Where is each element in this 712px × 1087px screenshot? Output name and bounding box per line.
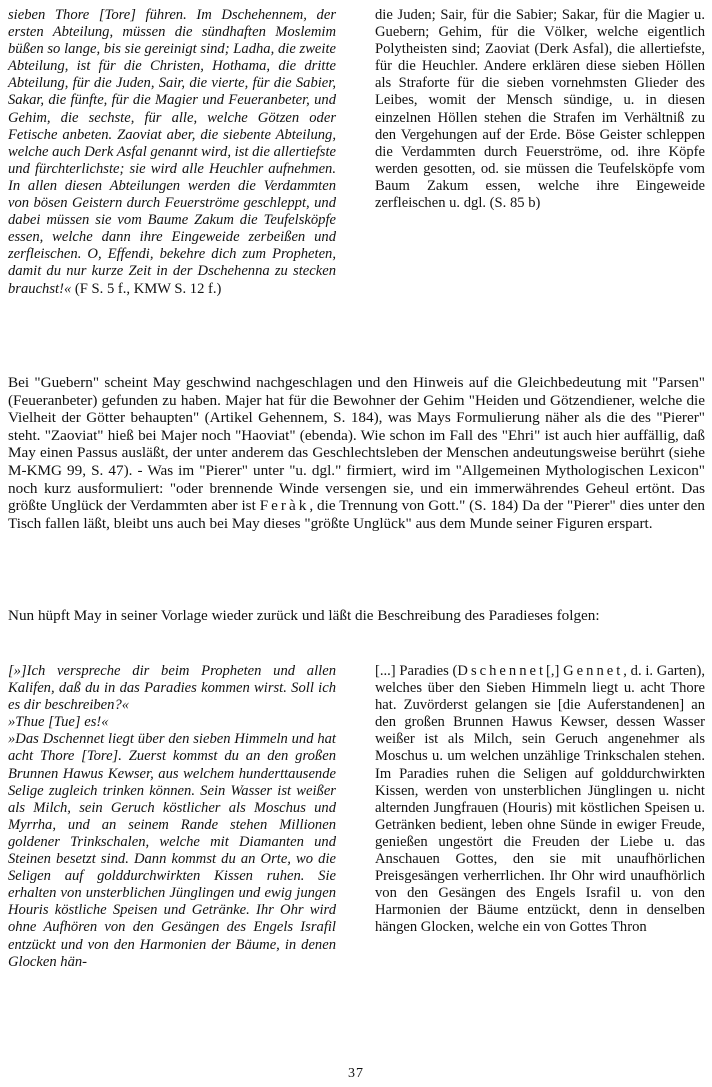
commentary-paragraph — [8, 374, 705, 532]
quote-citation: (F S. 5 f., KMW S. 12 f.) — [74, 280, 222, 297]
quote-line: »Thue [Tue] es!« — [8, 714, 109, 731]
spaced-term: Feràk — [259, 497, 310, 515]
source-excerpt-paradise — [375, 663, 705, 937]
transition-paragraph — [8, 607, 705, 625]
source-text: , d. i. Garten), welches über den Sieben Himmeln liegt u. acht Thore hat. Zuvörderst gelangen sie [die Auferstandenen] an den großen Brunnen Hawus Kewser, dessen Wasser weißer ist als Milch, sein Geruch angenehmer als Moschus u. um welchen unzählige Trinkschalen stehen. Im Paradies ruhen die Seligen auf golddurchwirkten Kissen, werden von unsterblichen Jünglingen u. nicht alternden Jungfrauen (Houris) mit köstlichen Speisen u. Getränken bedient, leben ohne Sünde in ewiger Freude, genießen ungestört die Freuden der Liebe u. das Anschauen Gottes, den sie mit unaufhörlichen Preisgesängen verherrlichen. Ihr Ohr wird unaufhörlich von den Gesängen des Engels Israfil u. von den Harmonien der Bäume entzückt, denn in denselben hängen Glocken, welche ein von Gottes Thron — [375, 663, 705, 936]
source-excerpt-hell — [375, 7, 705, 212]
spaced-term: Gennet — [563, 663, 624, 679]
quote-text: sieben Thore [Tore] führen. Im Dschehennem, der ersten Abteilung, müssen die sündhaften Moslemim büßen so lange, bis sie gereinigt sind; Ladha, die zweite Abteilung, ist für die Christen, Hothama, die dritte Abteilung, für die Juden, Sair, die vierte, für die Sabier, Sakar, die fünfte, für die Magier und Feueranbeter, und Gehim, die sechste, für alle, welche Götzen oder Fetische anbeten. Zaoviat aber, die siebente Abteilung, welche auch Derk Asfal genannt wird, ist die allertiefste und fürchterlichste; sie wird alle Heuchler aufnehmen. In allen diesen Abteilungen werden die Verdammten von bösen Geistern durch Feuerströme geschleppt, und dabei müssen sie vom Baume Zakum die Teufelsköpfe essen, welche dann ihre Eingeweide zerbeißen und zerfleischen. O, Effendi, bekehre dich zum Propheten, damit du nur kurze Zeit in der Dschehenna zu stecken brauchst!« — [8, 7, 336, 297]
source-lead: [...] Paradies ( — [375, 663, 458, 679]
page-number: 37 — [348, 1066, 364, 1081]
source-text: die Juden; Sair, für die Sabier; Sakar, für die Magier u. Guebern; Gehim, für die Völker, welche eigentlich Polytheisten sind; Zaoviat (Derk Asfal), die allertiefste, für die Heuchler. Andere erklären diese sieben Höllen als Straforte für die sieben vornehmsten Glieder des Leibes, womit der Mensch sündige, u. in diesen einzelnen Höllen stehen die Strafen im Verhältniß zu den Vergehungen auf der Erde. Böse Geister schleppen die Verdammten durch Feuerströme, od. ihre Köpfe werden gesotten, od. sie müssen die Teufelsköpfe vom Baum Zakum essen, welche ihre Eingeweide zerfleischen u. dgl. (S. 85 b) — [375, 7, 705, 212]
quote-line: »Das Dschennet liegt über den sieben Himmeln und hat acht Thore [Tore]. Zuerst kommst du an den großen Brunnen Hawus Kewser, aus welchem hunderttausende Selige zugleich trinken können. Sein Wasser ist weißer als Milch, sein Geruch köstlicher als Moschus und Myrrha, und an seinem Rande stehen Millionen goldener Trinkschalen, welche mit Diamanten und Steinen besetzt sind. Dann kommst du an Orte, wo die Seligen auf golddurchwirkten Kissen ruhen. Sie erhalten von unsterblichen Jünglingen und ewig jungen Houris köstliche Speisen und Getränke. Ihr Ohr wird ohne Aufhören von den Gesängen des Engels Israfil entzückt und von den Harmonien der Bäume, in denen Glocken hän- — [8, 731, 336, 970]
novel-quote-hell — [8, 7, 336, 298]
spaced-term: Dschennet — [457, 663, 547, 679]
commentary-text-end: , die Trennung von Gott." (S. 184) Da der "Pierer" dies unter den Tisch fallen läßt, bleibt uns auch bei May dieses "größte Unglück" aus dem Munde seiner Figuren erspart. — [8, 497, 705, 532]
transition-text: Nun hüpft May in seiner Vorlage wieder zurück und läßt die Beschreibung des Paradieses folgen: — [8, 607, 600, 624]
quote-line: [»]Ich verspreche dir beim Propheten und allen Kalifen, daß du in das Paradies kommen wirst. Soll ich es dir beschreiben?« — [8, 663, 336, 714]
commentary-text: Bei "Guebern" scheint May geschwind nachgeschlagen und den Hinweis auf die Gleichbedeutung mit "Parsen" (Feueranbeter) gefunden zu haben. Majer hat für die Bewohner der Gehim "Heiden und Götzendiener, welche die Vielheit der Götter behaupten" (Artikel Gehennem, S. 184), was Mays Formulierung näher als die des "Pierer" steht. "Zaoviat" hieß bei Majer noch "Haoviat" (ebenda). Wie schon im Fall des "Ehri" ist auch hier auffällig, daß May einen Passus ausläßt, der unter anderem das Geschlechtsleben der Menschen andeutungsweise berührt (siehe M-KMG 99, S. 47). - Was im "Pierer" unter "u. dgl." firmiert, wird im "Allgemeinen Mythologischen Lexicon" noch kurz ausformuliert: "oder brennende Winde versengen sie, und ein immerwährendes Geheul ertönt. Das größte Unglück der Verdammten aber ist — [8, 374, 705, 515]
novel-quote-paradise — [8, 663, 336, 971]
source-mid: [,] — [546, 663, 564, 679]
